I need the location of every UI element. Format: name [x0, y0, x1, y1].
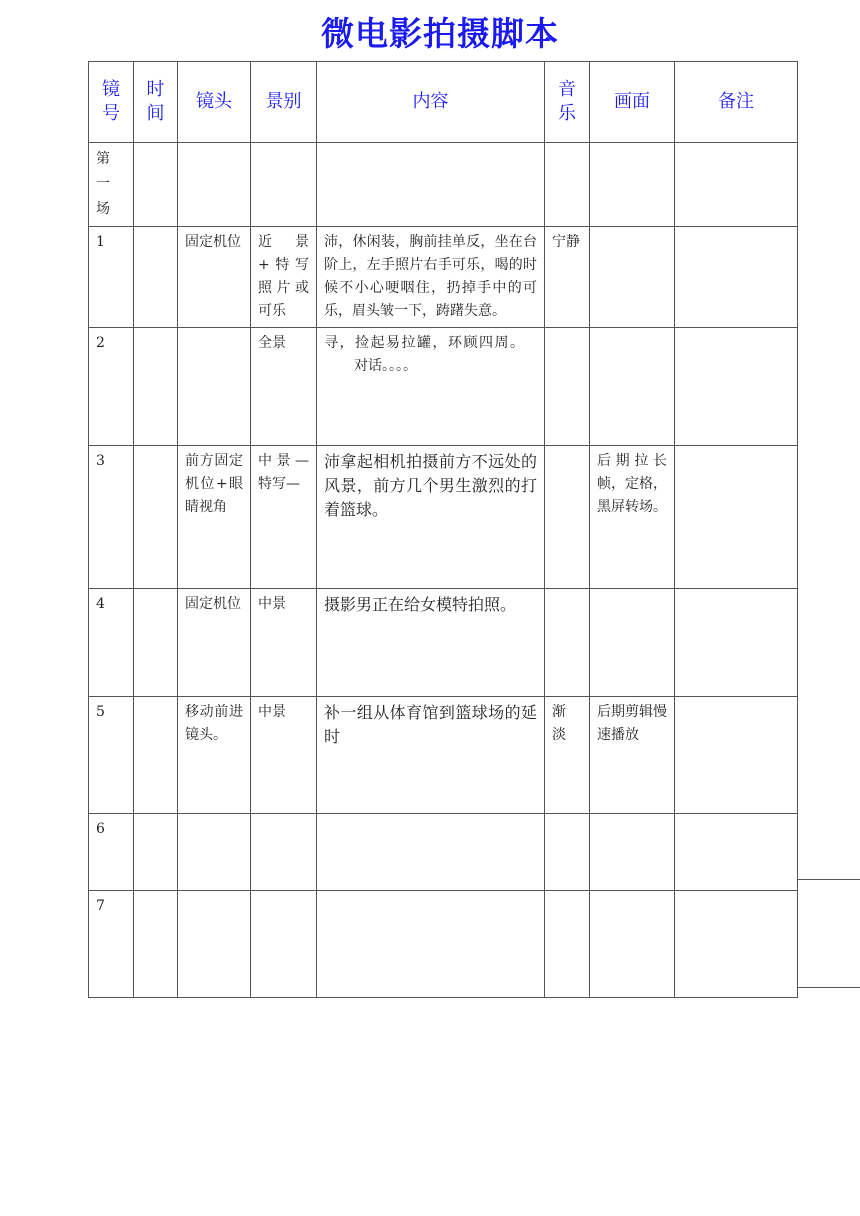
cell-no: 2 — [89, 328, 134, 446]
cell-music: 宁静 — [545, 227, 590, 328]
cell-scale: 全景 — [251, 328, 317, 446]
cell-shot: 固定机位 — [178, 589, 251, 697]
cell-no: 第一场 — [89, 143, 134, 227]
cell-content: 补一组从体育馆到篮球场的延时 — [317, 697, 545, 814]
cell-picture: 后期剪辑慢速播放 — [590, 697, 675, 814]
cell-scale: 中景 — [251, 697, 317, 814]
cell-no: 4 — [89, 589, 134, 697]
header-row — [89, 62, 798, 143]
cell-content: 沛拿起相机拍摄前方不远处的风景，前方几个男生激烈的打着篮球。 — [317, 446, 545, 589]
cell-scale: 中景—特写— — [251, 446, 317, 589]
cell-shot: 移动前进镜头。 — [178, 697, 251, 814]
header-time: 时间 — [134, 62, 178, 143]
cell-no: 5 — [89, 697, 134, 814]
cell-content: 摄影男正在给女模特拍照。 — [317, 589, 545, 697]
table-row — [89, 446, 798, 589]
content-line: 寻，捡起易拉罐，环顾四周。 — [324, 335, 526, 351]
cell-scale: 近景+特写照片或可乐 — [251, 227, 317, 328]
table-row — [89, 143, 798, 227]
table-row — [89, 227, 798, 328]
document-title: 微电影拍摄脚本 — [321, 14, 559, 53]
header-picture: 画面 — [590, 62, 675, 143]
cell-content — [317, 328, 545, 446]
header-content: 内容 — [317, 62, 545, 143]
header-music: 音乐 — [545, 62, 590, 143]
cell-scale: 中景 — [251, 589, 317, 697]
cell-content: 沛，休闲装，胸前挂单反，坐在台阶上，左手照片右手可乐，喝的时候不小心哽咽住，扔掉手中的可乐，眉头皱一下，踌躇失意。 — [317, 227, 545, 328]
table-row — [89, 589, 798, 697]
cell-no: 7 — [89, 891, 134, 998]
script-table — [88, 61, 798, 998]
table-row — [89, 697, 798, 814]
cell-shot: 前方固定机位+眼睛视角 — [178, 446, 251, 589]
cell-no: 6 — [89, 814, 134, 891]
cell-no: 1 — [89, 227, 134, 328]
header-note: 备注 — [675, 62, 798, 143]
cell-picture: 后期拉长帧，定格，黑屏转场。 — [590, 446, 675, 589]
dialogue-line: 对话。。。。 — [354, 358, 417, 374]
header-scale: 景别 — [251, 62, 317, 143]
extra-cell — [797, 879, 860, 988]
cell-music: 渐淡 — [545, 697, 590, 814]
cell-shot: 固定机位 — [178, 227, 251, 328]
table-row — [89, 891, 798, 998]
table-row — [89, 328, 798, 446]
table-row — [89, 814, 798, 891]
header-shot-number: 镜号 — [89, 62, 134, 143]
header-shot: 镜头 — [178, 62, 251, 143]
cell-no: 3 — [89, 446, 134, 589]
